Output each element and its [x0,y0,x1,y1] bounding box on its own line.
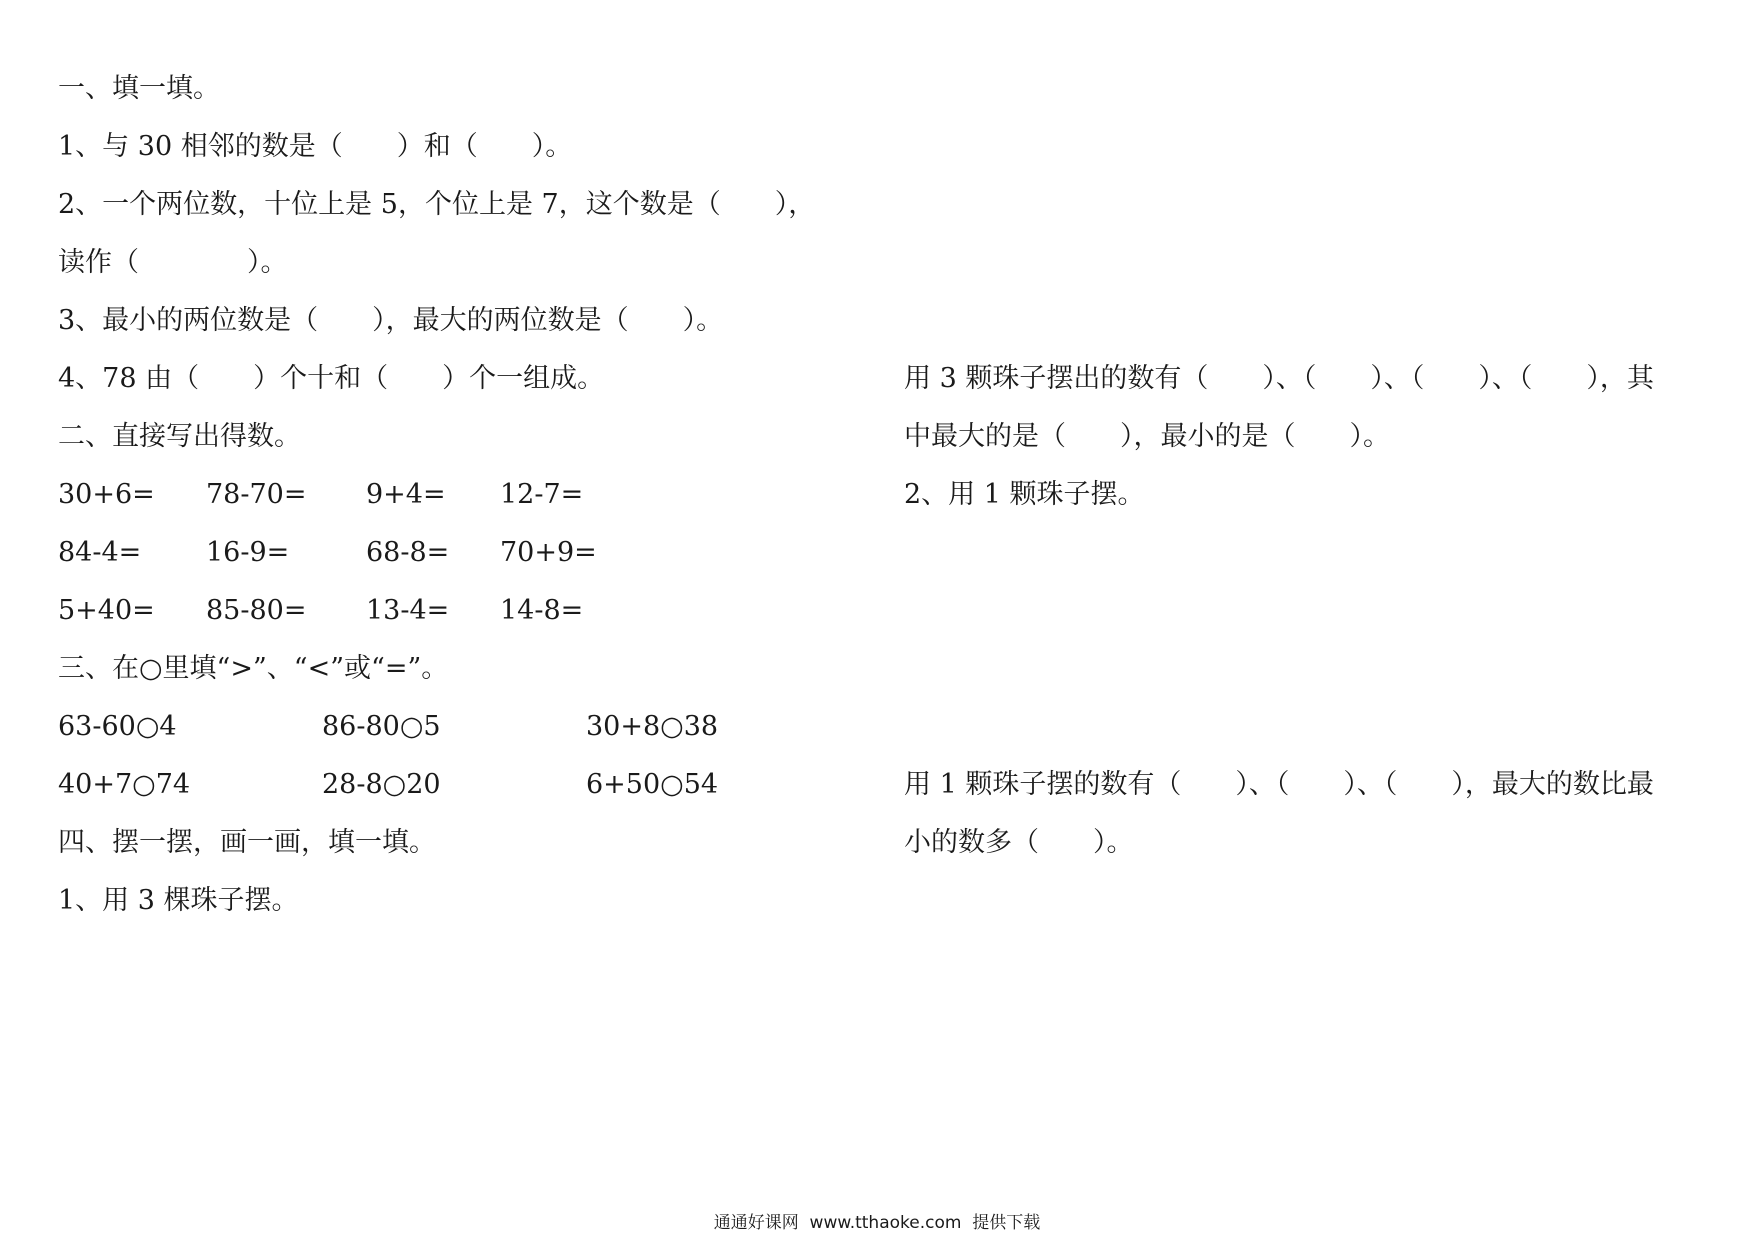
right-q3-line-2: 小的数多（ ）。 [904,827,1134,858]
question-4-1: 1、用 3 棵珠子摆。 [58,885,299,916]
question-1: 1、与 30 相邻的数是（ ）和（ ）。 [58,131,573,162]
compare-item: 30+8○38 [586,711,719,742]
calc-item: 70+9= [500,537,597,568]
compare-item: 28-8○20 [322,769,441,800]
right-q3-line-1: 用 1 颗珠子摆的数有（ ）、（ ）、（ ），最大的数比最 [904,769,1654,800]
question-2-line-1: 2、一个两位数，十位上是 5，个位上是 7，这个数是（ ）， [58,189,816,220]
section1-title: 一、填一填。 [58,73,220,104]
calc-item: 14-8= [500,595,584,626]
calc-item: 13-4= [366,595,450,626]
calc-item: 78-70= [206,479,307,510]
page-footer: 通通好课网 www.tthaoke.com 提供下载 [713,1213,1041,1233]
question-2-line-2: 读作（ ）。 [58,247,288,278]
calc-item: 12-7= [500,479,584,510]
right-q1-line-1: 用 3 颗珠子摆出的数有（ ）、（ ）、（ ）、（ ），其 [904,363,1654,394]
compare-item: 86-80○5 [322,711,441,742]
question-3: 3、最小的两位数是（ ），最大的两位数是（ ）。 [58,305,724,336]
right-q1-line-2: 中最大的是（ ），最小的是（ ）。 [904,421,1390,452]
calc-item: 5+40= [58,595,155,626]
calc-item: 30+6= [58,479,155,510]
right-q2-title: 2、用 1 颗珠子摆。 [904,479,1145,510]
section2-title: 二、直接写出得数。 [58,421,301,452]
question-4: 4、78 由（ ）个十和（ ）个一组成。 [58,363,605,394]
compare-item: 40+7○74 [58,769,191,800]
calc-item: 85-80= [206,595,307,626]
calc-item: 16-9= [206,537,290,568]
calc-item: 9+4= [366,479,446,510]
calc-item: 84-4= [58,537,142,568]
compare-item: 6+50○54 [586,769,719,800]
compare-item: 63-60○4 [58,711,177,742]
calc-item: 68-8= [366,537,450,568]
section4-title: 四、摆一摆，画一画，填一填。 [58,827,436,858]
section3-title: 三、在○里填“>”、“<”或“=”。 [58,653,449,684]
